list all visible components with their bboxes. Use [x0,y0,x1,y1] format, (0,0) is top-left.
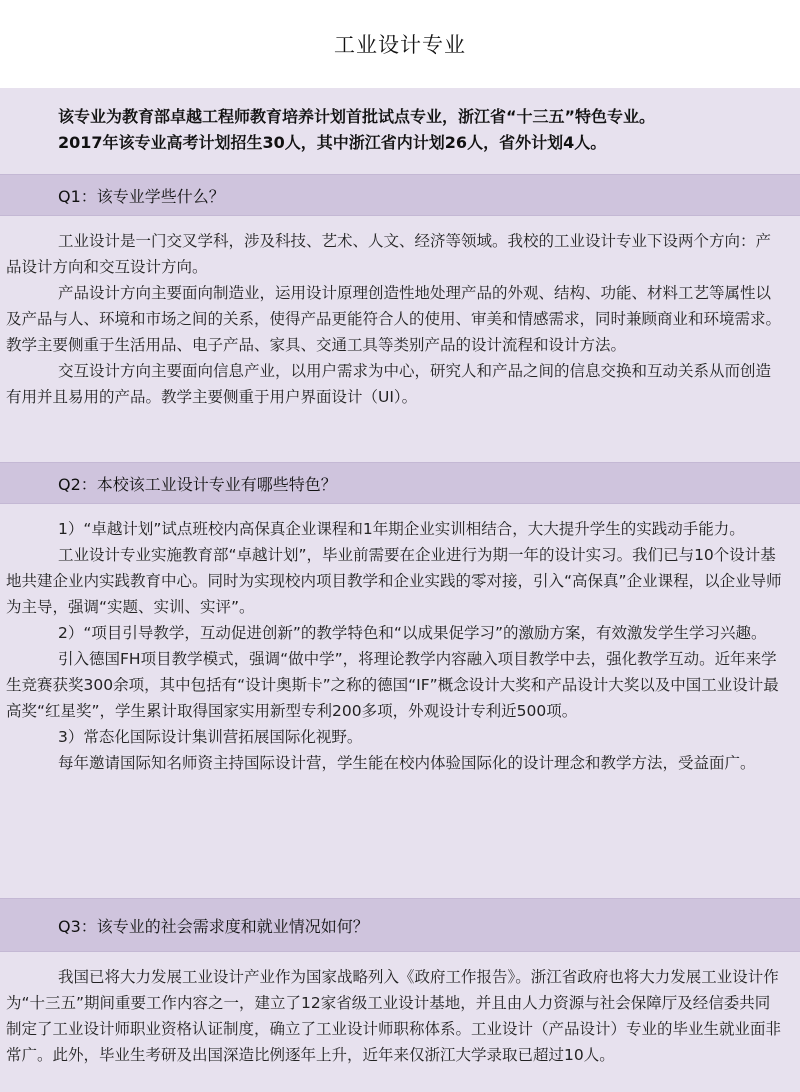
answer-paragraph: 工业设计是一门交叉学科，涉及科技、艺术、人文、经济等领域。我校的工业设计专业下设两个方向：产品设计方向和交互设计方向。 [6,232,772,276]
answer-paragraph: 1）“卓越计划”试点班校内高保真企业课程和1年期企业实训相结合，大大提升学生的实践动手能力。 [58,520,745,538]
question-bar-q2 [0,462,800,504]
answer-paragraph: 引入德国FH项目教学模式，强调“做中学”，将理论教学内容融入项目教学中去，强化教学互动。近年来学生竞赛获奖300余项，其中包括有“设计奥斯卡”之称的德国“IF”概念设计大奖和产品设计大奖以及中国工业设计最高奖“红星奖”，学生累计取得国家实用新型专利200多项，外观设计专利近500项。 [6,650,779,720]
answer-paragraph: 每年邀请国际知名师资主持国际设计营，学生能在校内体验国际化的设计理念和教学方法，受益面广。 [58,754,756,772]
question-heading: Q3：该专业的社会需求度和就业情况如何？ [58,916,369,936]
answer-paragraph: 产品设计方向主要面向制造业，运用设计原理创造性地处理产品的外观、结构、功能、材料工艺等属性以及产品与人、环境和市场之间的关系，使得产品更能符合人的使用、审美和情感需求，同时兼顾商业和环境需求。教学主要侧重于生活用品、电子产品、家具、交通工具等类别产品的设计流程和设计方法。 [6,284,782,354]
intro-line: 2017年该专业高考计划招生30人，其中浙江省内计划26人，省外计划4人。 [58,133,607,152]
question-bar-q1 [0,174,800,216]
question-heading: Q1：该专业学些什么？ [58,186,225,206]
answer-paragraph: 2）“项目引导教学，互动促进创新”的教学特色和“以成果促学习”的激励方案，有效激发学生学习兴趣。 [58,624,767,642]
answer-paragraph: 我国已将大力发展工业设计产业作为国家战略列入《政府工作报告》。浙江省政府也将大力发展工业设计作为“十三五”期间重要工作内容之一，建立了12家省级工业设计基地，并且由人力资源与社会保障厅及经信委共同制定了工业设计师职业资格认证制度，确立了工业设计师职称体系。工业设计（产品设计）专业的毕业生就业面非常广。此外，毕业生考研及出国深造比例逐年上升，近年来仅浙江大学录取已超过10人。 [6,968,782,1064]
answer-paragraph: 工业设计专业实施教育部“卓越计划”，毕业前需要在企业进行为期一年的设计实习。我们已与10个设计基地共建企业内实践教育中心。同时为实现校内项目教学和企业实践的零对接，引入“高保真”企业课程，以企业导师为主导，强调“实题、实训、实评”。 [6,546,782,616]
header [0,0,800,88]
page-title: 工业设计专业 [334,33,466,57]
question-heading: Q2：本校该工业设计专业有哪些特色？ [58,474,337,494]
intro-line: 该专业为教育部卓越工程师教育培养计划首批试点专业，浙江省“十三五”特色专业。 [58,107,656,126]
answer-paragraph: 3）常态化国际设计集训营拓展国际化视野。 [58,728,363,746]
answer-block-q2 [0,504,800,898]
answer-block-q3 [0,952,800,1078]
intro-block [0,88,800,174]
answer-paragraph: 交互设计方向主要面向信息产业，以用户需求为中心，研究人和产品之间的信息交换和互动关系从而创造有用并且易用的产品。教学主要侧重于用户界面设计（UI）。 [6,362,772,406]
answer-block-q1 [0,216,800,462]
question-bar-q3 [0,898,800,952]
